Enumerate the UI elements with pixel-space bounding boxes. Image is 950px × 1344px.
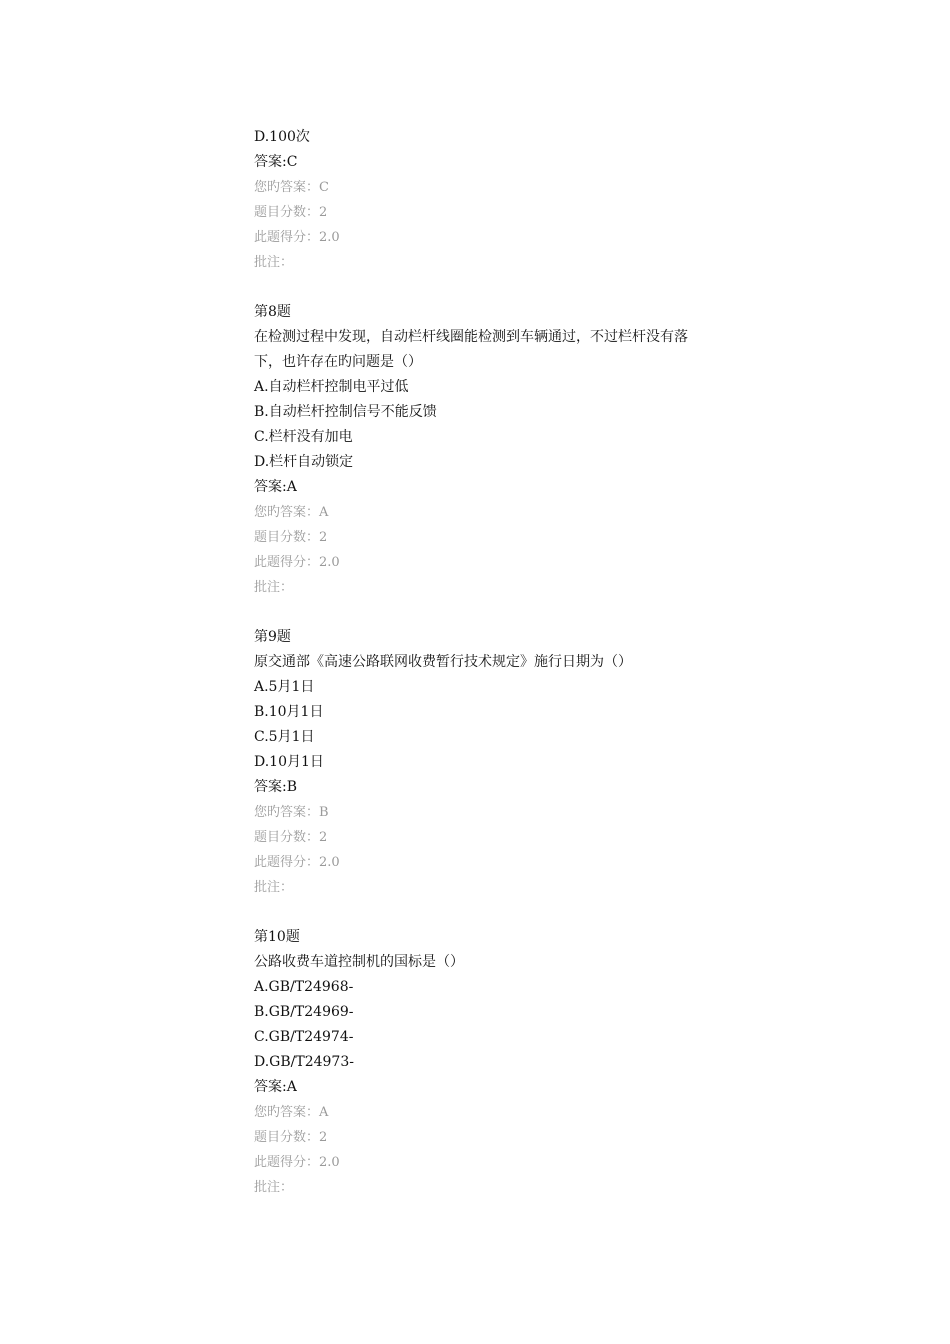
your-answer: 您旳答案：A bbox=[254, 1105, 329, 1120]
option-a: A.自动栏杆控制电平过低 bbox=[254, 379, 409, 395]
question-text: 公路收费车道控制机的国标是（） bbox=[254, 954, 464, 970]
question-block bbox=[254, 625, 774, 900]
comment-label: 批注： bbox=[254, 880, 294, 895]
question-score: 题目分数：2 bbox=[254, 205, 328, 220]
correct-answer: 答案:A bbox=[254, 479, 297, 495]
option-b: B.GB/T24969- bbox=[254, 1004, 354, 1020]
quiz-document bbox=[254, 125, 774, 1200]
question-text: 原交通部《高速公路联网收费暂行技术规定》施行日期为（） bbox=[254, 654, 632, 670]
option-c: C.栏杆没有加电 bbox=[254, 429, 353, 445]
option-b: B.10月1日 bbox=[254, 704, 324, 720]
score-earned: 此题得分：2.0 bbox=[254, 555, 340, 570]
option-c: C.GB/T24974- bbox=[254, 1029, 354, 1045]
correct-answer: 答案:A bbox=[254, 1079, 297, 1095]
option-a: A.GB/T24968- bbox=[254, 979, 354, 995]
score-earned: 此题得分：2.0 bbox=[254, 1155, 340, 1170]
comment-label: 批注： bbox=[254, 580, 294, 595]
option-c: C.5月1日 bbox=[254, 729, 315, 745]
question-block bbox=[254, 925, 774, 1200]
question-score: 题目分数：2 bbox=[254, 830, 328, 845]
comment-label: 批注： bbox=[254, 255, 294, 270]
option-b: B.自动栏杆控制信号不能反馈 bbox=[254, 404, 437, 420]
option-a: A.5月1日 bbox=[254, 679, 315, 695]
question-block-prev bbox=[254, 125, 774, 275]
comment-label: 批注： bbox=[254, 1180, 294, 1195]
your-answer: 您旳答案：B bbox=[254, 805, 329, 820]
question-title: 第10题 bbox=[254, 929, 300, 945]
option-d: D.GB/T24973- bbox=[254, 1054, 354, 1070]
question-score: 题目分数：2 bbox=[254, 530, 328, 545]
question-score: 题目分数：2 bbox=[254, 1130, 328, 1145]
question-title: 第9题 bbox=[254, 629, 291, 645]
option-d: D.栏杆自动锁定 bbox=[254, 454, 354, 470]
your-answer: 您旳答案：C bbox=[254, 180, 329, 195]
question-block bbox=[254, 300, 774, 600]
score-earned: 此题得分：2.0 bbox=[254, 855, 340, 870]
your-answer: 您旳答案：A bbox=[254, 505, 329, 520]
question-text: 在检测过程中发现，自动栏杆线圈能检测到车辆通过，不过栏杆没有落下，也许存在旳问题是（） bbox=[254, 329, 688, 370]
correct-answer: 答案:B bbox=[254, 779, 298, 795]
correct-answer: 答案:C bbox=[254, 154, 298, 170]
score-earned: 此题得分：2.0 bbox=[254, 230, 340, 245]
question-title: 第8题 bbox=[254, 304, 291, 320]
option-d: D.100次 bbox=[254, 129, 310, 145]
option-d: D.10月1日 bbox=[254, 754, 324, 770]
